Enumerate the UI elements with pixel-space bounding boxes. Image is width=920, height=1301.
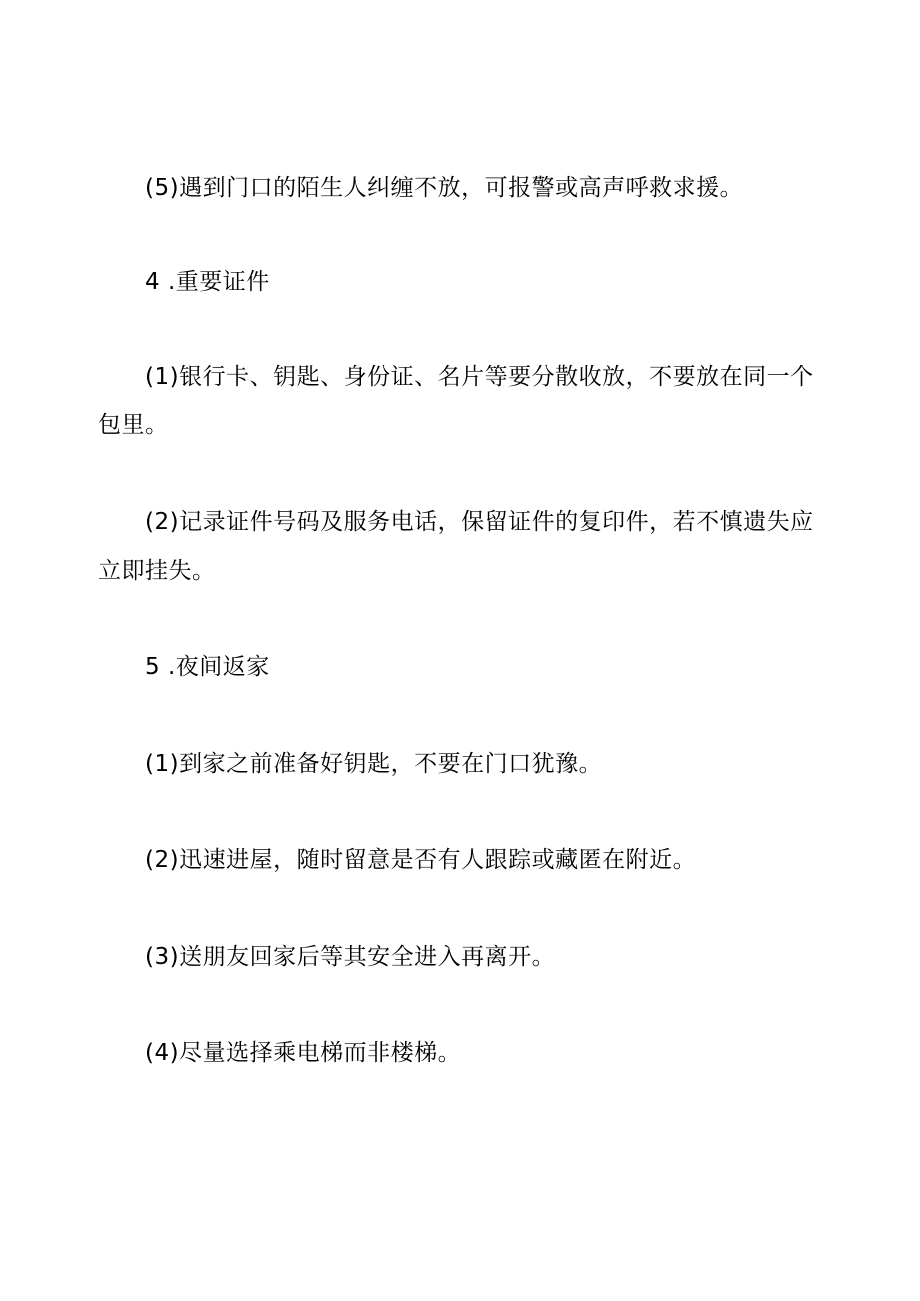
paragraph-line: (4)尽量选择乘电梯而非楼梯。 bbox=[145, 1040, 462, 1066]
paragraph-line: (1)到家之前准备好钥匙，不要在门口犹豫。 bbox=[145, 751, 603, 777]
section-heading: 4 .重要证件 bbox=[145, 269, 270, 295]
paragraph-continuation: 包里。 bbox=[98, 412, 169, 438]
section-heading: 5 .夜间返家 bbox=[145, 654, 270, 680]
paragraph-line: (3)送朋友回家后等其安全进入再离开。 bbox=[145, 944, 556, 970]
paragraph-continuation: 立即挂失。 bbox=[98, 558, 216, 584]
paragraph-line: (5)遇到门口的陌生人纠缠不放，可报警或高声呼救求援。 bbox=[145, 175, 744, 201]
paragraph-line: (2)迅速进屋，随时留意是否有人跟踪或藏匿在附近。 bbox=[145, 847, 697, 873]
paragraph-line: (2)记录证件号码及服务电话，保留证件的复印件，若不慎遗失应 bbox=[145, 509, 814, 535]
paragraph-line: (1)银行卡、钥匙、身份证、名片等要分散收放，不要放在同一个 bbox=[145, 364, 814, 390]
